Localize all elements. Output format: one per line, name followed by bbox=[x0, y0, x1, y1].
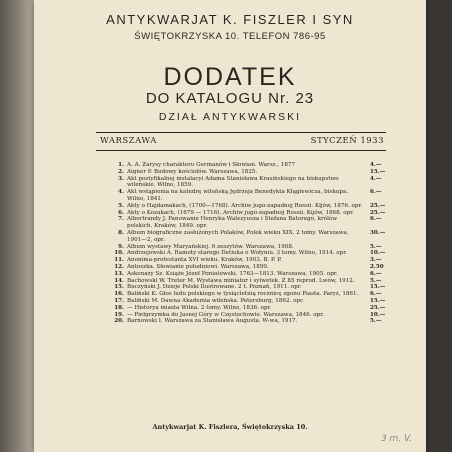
entry-price: 25.— bbox=[370, 202, 386, 209]
entry-description: A. A. Zarysy charakteru Germanów i Słowian. Warsz., 1877 bbox=[127, 162, 296, 168]
entry-description: Askenazy Sz. Książe Józef Poniatowski. 1763—1813. Warszawa, 1905. opr. bbox=[127, 270, 338, 277]
entry-description: Baliński K. Głos ludu polskiego w tysiącletnią rocznicę zgonu Piasta. Paryż, 1861. bbox=[127, 291, 359, 298]
catalog-entry bbox=[112, 216, 398, 230]
entry-price: 25.— bbox=[370, 304, 386, 311]
entry-number: 19. bbox=[114, 311, 124, 318]
entry-price: 25.— bbox=[370, 209, 386, 216]
entry-price: 15.— bbox=[370, 168, 386, 175]
catalog-page bbox=[34, 0, 426, 452]
pencil-note: 3 m. V. bbox=[380, 434, 412, 444]
entry-price: 5.— bbox=[370, 318, 382, 325]
catalog-entry bbox=[112, 189, 398, 203]
entry-price: 3.— bbox=[370, 257, 382, 264]
entry-description: Akty o Hajdamakach, (1700—1768). Archiw jugo-zapadnoj Rossii. Kijów, 1876. opr. bbox=[127, 202, 363, 209]
entry-price: 5.— bbox=[370, 277, 382, 284]
book-spine bbox=[0, 0, 34, 452]
catalog-entry bbox=[112, 291, 398, 298]
entry-price: 6.— bbox=[370, 189, 382, 196]
entry-description: Baliński M. Dawna Akademia wileńska. Petersburg, 1862. opr. bbox=[127, 297, 304, 304]
date-label: STYCZEŃ 1933 bbox=[310, 136, 384, 146]
catalog-entry bbox=[112, 203, 398, 210]
entry-description: — Historya miasta Wilna. 2 tomy. Wilno, 1836. opr. bbox=[127, 304, 272, 311]
entry-price: 15.— bbox=[370, 297, 386, 304]
entry-description: Bachowski W. Treter M. Wystawa miniatur i sylwetek. Z 85 reprod. Lwów, 1912. bbox=[127, 277, 355, 284]
entry-number: 14. bbox=[114, 277, 124, 284]
entry-number: 16. bbox=[114, 291, 124, 298]
entry-number: 15. bbox=[114, 284, 124, 291]
catalog-entry bbox=[112, 162, 398, 169]
entry-number: 4. bbox=[118, 189, 124, 196]
entry-price: 10.— bbox=[370, 311, 386, 318]
catalog-entry bbox=[112, 305, 398, 312]
catalog-entry bbox=[112, 244, 398, 251]
entry-number: 6. bbox=[118, 209, 124, 216]
entry-description: Akt wstąpienia na katedrę wileńską Jędrzeja Benedykta Kłągiewicza, biskupa. Wilno, 1841. bbox=[127, 189, 349, 202]
entry-number: 17. bbox=[114, 297, 124, 304]
entry-number: 7. bbox=[118, 216, 124, 223]
footer-text: Antykwarjat K. Fiszlera, Świętokrzyska 10. bbox=[152, 423, 308, 431]
entry-number: 1. bbox=[118, 162, 124, 168]
entry-description: Barnowski I. Warszawa za Stanisława Augusta. W-wa, 1917. bbox=[127, 318, 298, 325]
entry-number: 8. bbox=[118, 229, 124, 236]
entry-price: 30.— bbox=[370, 229, 386, 236]
catalog-entry bbox=[112, 230, 398, 244]
entry-number: 10. bbox=[114, 250, 124, 257]
place-label: WARSZAWA bbox=[100, 136, 157, 146]
catalog-entry bbox=[112, 176, 398, 190]
entry-price: 10.— bbox=[370, 250, 386, 257]
entry-number: 9. bbox=[118, 243, 124, 250]
document-subtitle: DO KATALOGU Nr. 23 bbox=[145, 90, 315, 107]
entry-description: Antoszka. Słowianie południowi. Warszawa, 1899. bbox=[127, 263, 269, 270]
entry-description: Andrzejowski A. Ramoty starego Detiuka o Wołyniu. 3 tomy. Wilno, 1914. opr. bbox=[127, 250, 348, 257]
entry-description: Akty o Kozakach, (1679 — 1716). Archiw jugo-zapadnoj Rossii. Kijów, 1868. opr. bbox=[127, 209, 355, 216]
entry-number: 3. bbox=[118, 175, 124, 182]
entry-description: Akt postyfikalnej instalacyi Adama Stanisława Krasińskiego na biskupstwo wileńskie. Wilno, 1859. bbox=[127, 175, 339, 189]
top-divider bbox=[96, 132, 386, 133]
entry-description: — Pielgrzymka do Jasnej Góry w Częstochowie. Warszawa, 1846. opr. bbox=[127, 311, 325, 318]
catalog-entry bbox=[112, 298, 398, 305]
company-address: ŚWIĘTOKRZYSKA 10. TELEFON 786-95 bbox=[134, 31, 326, 42]
catalog-entry bbox=[112, 271, 398, 278]
entry-description: Aigner P. Budowy kościołów. Warszawa, 1825. bbox=[127, 168, 258, 175]
entry-price: 6.— bbox=[370, 216, 382, 223]
company-name: ANTYKWARJAT K. FISZLER I SYN bbox=[106, 12, 354, 27]
entry-price: 5.— bbox=[370, 243, 382, 250]
entry-description: Album wystawy Maryańskiej. 6 zeszytów. Warszawa, 1908. bbox=[127, 243, 294, 250]
catalog-entries bbox=[112, 162, 398, 325]
document-title: DODATEK bbox=[163, 63, 297, 91]
entry-price: 4.— bbox=[370, 175, 382, 182]
catalog-entry bbox=[112, 257, 398, 264]
entry-number: 18. bbox=[114, 304, 124, 311]
entry-description: Anonima-protestanta XVI wieku. Kraków, 1903. B. P. P. bbox=[127, 257, 282, 264]
document-section: DZIAŁ ANTYKWARSKI bbox=[158, 111, 302, 123]
entry-number: 2. bbox=[118, 168, 124, 175]
entry-number: 13. bbox=[114, 270, 124, 277]
catalog-entry bbox=[112, 312, 398, 319]
catalog-entry bbox=[112, 169, 398, 176]
entry-price: 2.50 bbox=[370, 263, 384, 270]
entry-description: Album biograficzne zasłużonych Polaków, Polek wieku XIX. 2 tomy. Warszawa, 1901—2, opr. bbox=[127, 229, 349, 243]
entry-price: 6.— bbox=[370, 270, 382, 277]
catalog-entry bbox=[112, 318, 398, 325]
entry-number: 20. bbox=[114, 318, 124, 325]
entry-price: 4.— bbox=[370, 162, 382, 168]
entry-number: 12. bbox=[114, 263, 124, 270]
bottom-divider bbox=[96, 150, 386, 151]
entry-price: 6.— bbox=[370, 291, 382, 298]
entry-number: 5. bbox=[118, 202, 124, 209]
entry-description: Buczyński J. Dzieje Polski Ilustrowane. 2 t. Poznań, 1911. opr. bbox=[127, 284, 302, 291]
catalog-entry bbox=[112, 264, 398, 271]
entry-description: Albertrandy J. Panowanie Henryka Walezyusza i Stefana Batorego, królów polskich. Kraków, 1849. opr. bbox=[127, 216, 338, 230]
entry-price: 15.— bbox=[370, 284, 386, 291]
entry-number: 11. bbox=[114, 257, 124, 264]
